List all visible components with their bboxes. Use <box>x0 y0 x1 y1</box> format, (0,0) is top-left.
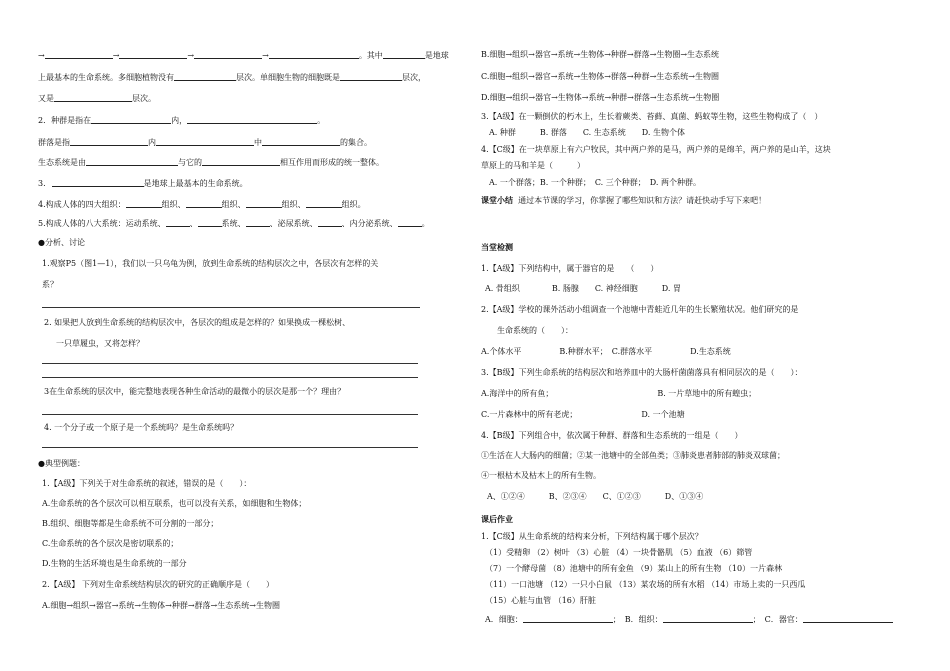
example-4-line-2: 草原上的马和羊是（ ） <box>481 161 585 170</box>
answer-line <box>42 307 420 308</box>
example-2-option-c: C.细胞→组织→器官→系统→生物体→群落→种群→生态系统→生物圈 <box>481 72 720 81</box>
example-2-option-b: B.细胞→组织→器官→系统→生物体→种群→群落→生物圈→生态系统 <box>481 50 720 59</box>
hierarchy-line-1: → → → → 。其中 是地球 <box>38 51 449 60</box>
example-1-option-d: D.生物的生活环境也是生命系统的一部分 <box>42 559 187 568</box>
example-2-question: 2.【A级】 下列对生命系统结构层次的研究的正确顺序是（ ） <box>42 580 274 589</box>
section-homework: 课后作业 <box>481 515 513 524</box>
question-4-tissues: 4.构成人体的四大组织： 组织、 组织、 组织、 组织。 <box>38 200 366 209</box>
test-3-options-ab: A.海洋中的所有鱼； B. 一片草地中的所有蝗虫； <box>481 389 757 398</box>
example-3-question: 3.【A级】在一颗倒伏的朽木上，生长着蕨类、苔藓、真菌、蚂蚁等生物，这些生物构成了（ ） <box>481 112 823 121</box>
test-2-options: A.个体水平 B.种群水平； C.群落水平 D.生态系统 <box>481 347 731 356</box>
question-5-systems: 5.构成人体的八大系统：运动系统、 、 系统、 、泌尿系统、 、内分泌系统、 。 <box>38 219 430 228</box>
homework-items-1: （1）受精卵 （2）树叶 （3）心脏 （4）一块骨骼肌 （5）血液 （6）筛管 <box>485 548 753 557</box>
example-1-option-b: B.组织、细胞等都是生命系统不可分割的一部分； <box>42 519 219 528</box>
question-2-community: 群落是指 内 中 的集合。 <box>38 138 372 147</box>
example-4-options: A. 一个群落；B. 一个种群； C. 三个种群； D. 两个种群。 <box>489 178 701 187</box>
hierarchy-line-2: 上最基本的生命系统。多细胞植物没有 层次。单细胞生物的细胞既是 层次， <box>38 73 426 82</box>
test-2-line-2: 生命系统的（ ）： <box>497 326 573 335</box>
test-2-line-1: 2.【A级】学校的课外活动小组调查一个池塘中青蛙近几年的生长繁殖状况。他们研究的是 <box>481 305 799 314</box>
discussion-4: 4. 一个分子或一个原子是一个系统吗？是生命系统吗？ <box>44 423 239 432</box>
answer-line <box>42 414 418 415</box>
class-summary: 课堂小结 通过本节课的学习，你掌握了哪些知识和方法？请赶快动手写下来吧！ <box>481 196 767 205</box>
summary-heading: 课堂小结 <box>481 196 513 205</box>
homework-items-2: （7）一个酵母菌 （8）池塘中的所有金鱼 （9）某山上的所有生物 （10）一片森林 <box>485 564 783 573</box>
question-3: 3. 是地球上最基本的生命系统。 <box>38 179 248 188</box>
answer-line <box>42 377 418 378</box>
section-in-class-test: 当堂检测 <box>481 243 513 252</box>
test-3-question: 3.【B级】下列生命系统的结构层次和培养皿中的大肠杆菌菌落具有相同层次的是（ ）： <box>481 368 803 377</box>
test-4-items-line-1: ①生活在人大肠内的细菌；②某一池塘中的全部鱼类；③肺炎患者肺部的肺炎双球菌； <box>481 451 785 460</box>
answer-line <box>42 447 418 448</box>
section-discussion: ●分析、讨论 <box>38 238 85 247</box>
test-1-question: 1.【A级】下列结构中，属于器官的是 （ ） <box>481 264 659 273</box>
homework-items-4: （15）心脏与血管 （16）肝脏 <box>485 596 596 605</box>
example-2-option-d: D.细胞→组织→器官→生物体→系统→种群→群落→生态系统→生物圈 <box>481 93 720 102</box>
discussion-1-line-2: 系？ <box>42 280 58 289</box>
example-3-options: A. 种群 B. 群落 C. 生态系统 D. 生物个体 <box>489 128 685 137</box>
section-examples: ●典型例题： <box>38 459 85 468</box>
question-2-ecosystem: 生态系统是由 与它的 相互作用而形成的统一整体。 <box>38 158 384 167</box>
example-1-option-c: C.生命系统的各个层次是密切联系的； <box>42 539 179 548</box>
test-4-items-line-2: ④一根枯木及枯木上的所有生物。 <box>481 471 601 480</box>
test-3-options-cd: C.一片森林中的所有老虎； D. 一个池塘 <box>481 410 685 419</box>
discussion-3: 3在生命系统的层次中，能完整地表现各种生命活动的最微小的层次是那一个？理由？ <box>44 387 346 396</box>
homework-items-3: （11）一口池塘 （12）一只小白鼠 （13）某农场的所有水稻 （14）市场上卖的一只西瓜 <box>485 580 806 589</box>
answer-line <box>42 363 418 364</box>
test-4-options: A、①②④ B、②③④ C、①②③ D、①③④ <box>487 492 704 501</box>
discussion-2-line-1: 2. 如果把人放到生命系统的结构层次中，各层次的组成是怎样的？如果换成一棵松树、 <box>44 318 351 327</box>
hierarchy-line-3: 又是 层次。 <box>38 94 156 103</box>
example-1-question: 1.【A级】下列关于对生命系统的叙述，错误的是（ ）： <box>42 479 252 488</box>
example-4-line-1: 4.【C级】在一块草原上有六户牧民，其中两户养的是马，两户养的是绵羊，两户养的是山羊，这块 <box>481 145 831 154</box>
question-2-population: 2．种群是指在 内， 。 <box>38 116 326 125</box>
example-2-option-a: A.细胞→组织→器官→系统→生物体→种群→群落→生态系统→生物圈 <box>42 601 280 610</box>
homework-1-question: 1.【C级】从生命系统的结构来分析，下列结构属于哪个层次？ <box>481 532 703 541</box>
test-4-question: 4.【B级】下列组合中，依次属于种群、群落和生态系统的一组是（ ） <box>481 431 743 440</box>
example-1-option-a: A.生命系统的各个层次可以相互联系，也可以没有关系，如细胞和生物体； <box>42 499 307 508</box>
discussion-1-line-1: 1.观察P5（图1—1），我们以一只乌龟为例，放到生命系统的结构层次之中，各层次有怎样的关 <box>42 259 379 268</box>
test-1-options: A. 骨组织 B. 肠腺 C. 神经细胞 D. 胃 <box>485 284 681 293</box>
homework-answer-line: A．细胞： ； B．组织： ； C．器官： <box>485 613 893 625</box>
discussion-2-line-2: 一只草履虫，又将怎样？ <box>56 339 144 348</box>
